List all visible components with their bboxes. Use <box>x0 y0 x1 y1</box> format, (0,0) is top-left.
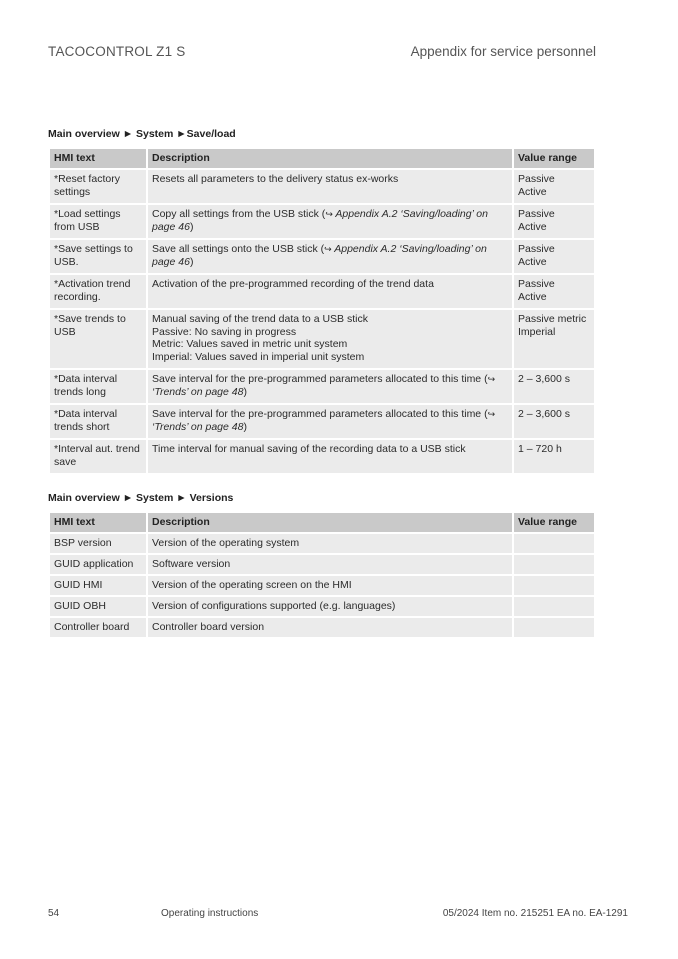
description-cell <box>148 205 512 238</box>
table-row <box>50 275 594 308</box>
description-cell: Version of the operating screen on the HMI <box>148 576 512 595</box>
column-header-hmi: HMI text <box>50 149 146 168</box>
value-range-cell <box>514 555 594 574</box>
table-row <box>50 555 594 574</box>
table-row <box>50 370 594 403</box>
description-text-end: ) <box>243 420 247 433</box>
table-row <box>50 576 594 595</box>
description-text-end: ) <box>189 220 194 233</box>
versions-section-title: Main overview ► System ► Versions <box>48 492 234 504</box>
description-text-end: ) <box>189 255 194 268</box>
cross-reference-link[interactable]: Appendix A.2 ‘Saving/loading’ on page 46 <box>152 208 488 233</box>
value-range-cell <box>514 618 594 637</box>
table-header-row <box>50 149 594 168</box>
save-load-table <box>48 147 596 475</box>
column-header-description: Description <box>148 513 512 532</box>
description-cell: Activation of the pre-programmed recording of the trend data <box>148 275 512 308</box>
hmi-text-cell: GUID OBH <box>50 597 146 616</box>
column-header-value-range: Value range <box>514 513 594 532</box>
description-cell: Manual saving of the trend data to a USB stick Passive: No saving in progress Metric: Values saved in metric unit system Imperial: Values saved in imperial unit system <box>148 310 512 368</box>
header-section: Appendix for service personnel <box>410 44 596 59</box>
value-range-cell: 1 – 720 h <box>514 440 594 473</box>
hmi-text-cell: BSP version <box>50 534 146 553</box>
table-header-row <box>50 513 594 532</box>
hmi-text-cell: *Reset factory settings <box>50 170 146 203</box>
description-text-end: ) <box>243 385 247 398</box>
value-range-cell <box>514 597 594 616</box>
save-load-section-title: Main overview ► System ►Save/load <box>48 128 236 140</box>
description-text: Copy all settings from the USB stick ( <box>152 208 326 220</box>
hmi-text-cell: *Load settings from USB <box>50 205 146 238</box>
column-header-hmi: HMI text <box>50 513 146 532</box>
hmi-text-cell: *Activation trend recording. <box>50 275 146 308</box>
description-text: Save all settings onto the USB stick ( <box>152 243 325 255</box>
description-cell <box>148 240 512 273</box>
header-product: TACOCONTROL Z1 S <box>48 44 186 59</box>
cross-reference-arrow-icon: ↪ <box>487 409 496 419</box>
table-row <box>50 440 594 473</box>
value-range-cell: Passive Active <box>514 170 594 203</box>
value-range-cell: 2 – 3,600 s <box>514 370 594 403</box>
hmi-text-cell: *Save trends to USB <box>50 310 146 368</box>
hmi-text-cell: GUID application <box>50 555 146 574</box>
cross-reference-link[interactable]: ‘Trends’ on page 48 <box>152 420 244 433</box>
table-row <box>50 240 594 273</box>
footer-item-number: 05/2024 Item no. 215251 EA no. EA-1291 <box>442 908 628 919</box>
hmi-text-cell: *Save settings to USB. <box>50 240 146 273</box>
cross-reference-arrow-icon: ↪ <box>324 244 332 254</box>
value-range-cell: Passive Active <box>514 275 594 308</box>
footer-page-number: 54 <box>48 908 60 919</box>
hmi-text-cell: Controller board <box>50 618 146 637</box>
description-cell: Version of the operating system <box>148 534 512 553</box>
value-range-cell: Passive Active <box>514 205 594 238</box>
value-range-cell <box>514 576 594 595</box>
column-header-value-range: Value range <box>514 149 594 168</box>
description-cell <box>148 405 512 438</box>
hmi-text-cell: GUID HMI <box>50 576 146 595</box>
cross-reference-link[interactable]: ‘Trends’ on page 48 <box>152 385 244 398</box>
value-range-cell: Passive metric Imperial <box>514 310 594 368</box>
table-row <box>50 405 594 438</box>
description-text: Save interval for the pre-programmed parameters allocated to this time ( <box>152 373 488 385</box>
table-row <box>50 170 594 203</box>
description-cell <box>148 370 512 403</box>
description-cell: Time interval for manual saving of the recording data to a USB stick <box>148 440 512 473</box>
hmi-text-cell: *Data interval trends short <box>50 405 146 438</box>
hmi-text-cell: *Interval aut. trend save <box>50 440 146 473</box>
table-row <box>50 534 594 553</box>
description-cell: Resets all parameters to the delivery status ex-works <box>148 170 512 203</box>
table-row <box>50 618 594 637</box>
footer-doc-type: Operating instructions <box>161 908 259 919</box>
cross-reference-link[interactable]: Appendix A.2 ‘Saving/loading’ on page 46 <box>152 243 487 268</box>
table-row <box>50 310 594 368</box>
table-row <box>50 205 594 238</box>
value-range-cell: Passive Active <box>514 240 594 273</box>
value-range-cell <box>514 534 594 553</box>
description-cell: Controller board version <box>148 618 512 637</box>
table-row <box>50 597 594 616</box>
description-text: Save interval for the pre-programmed parameters allocated to this time ( <box>152 408 488 420</box>
description-cell: Software version <box>148 555 512 574</box>
column-header-description: Description <box>148 149 512 168</box>
versions-table <box>48 511 596 639</box>
hmi-text-cell: *Data interval trends long <box>50 370 146 403</box>
value-range-cell: 2 – 3,600 s <box>514 405 594 438</box>
cross-reference-arrow-icon: ↪ <box>325 209 333 219</box>
description-cell: Version of configurations supported (e.g. languages) <box>148 597 512 616</box>
cross-reference-arrow-icon: ↪ <box>487 374 496 384</box>
